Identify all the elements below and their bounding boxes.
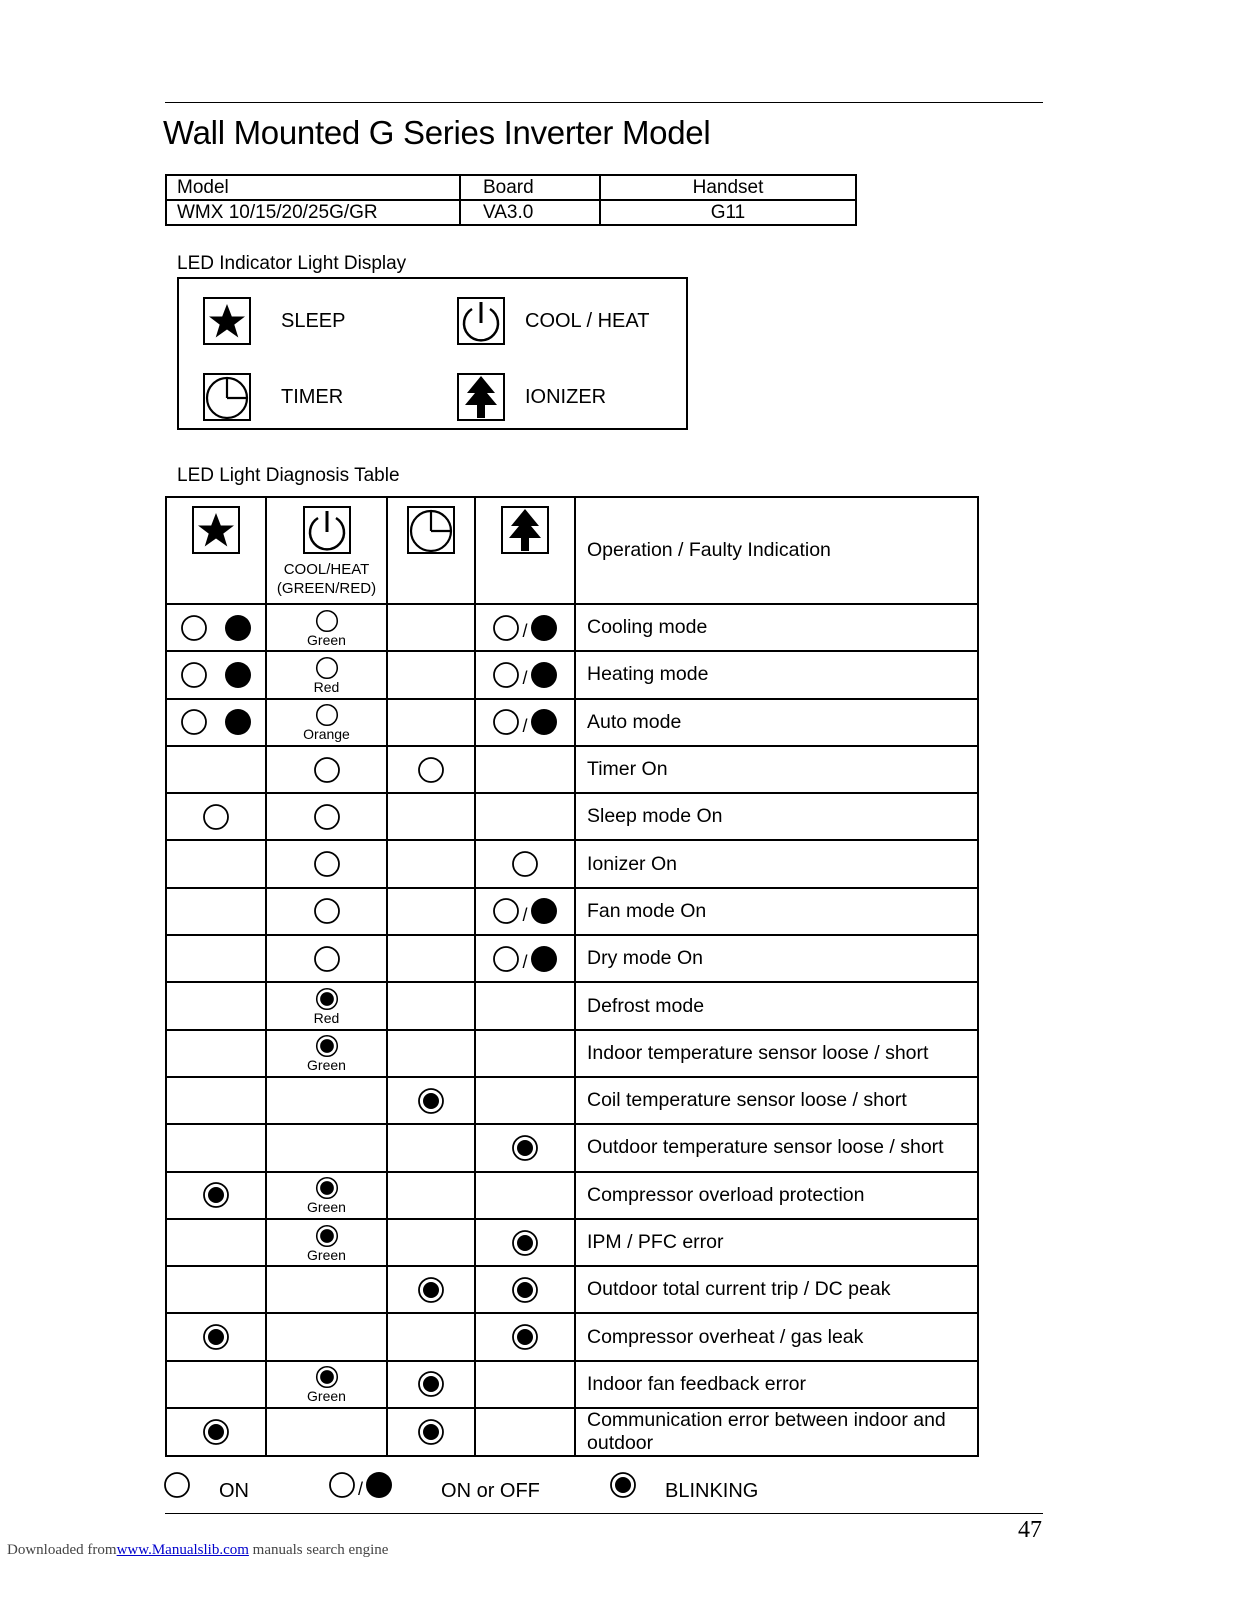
led-blinking-icon	[417, 1087, 445, 1115]
indicator-group	[267, 945, 386, 973]
header-coolheat-cell	[266, 497, 387, 604]
cell-timer	[387, 651, 475, 698]
indicator-group	[267, 850, 386, 878]
led-off-icon	[530, 945, 558, 973]
led-label-coolheat: COOL / HEAT	[525, 309, 650, 332]
tree-icon	[457, 373, 505, 421]
cell-sleep	[166, 1124, 266, 1171]
legend-slash: /	[358, 1479, 364, 1499]
indicator-group	[167, 614, 265, 642]
cell-desc: Ionizer On	[575, 840, 978, 887]
table-row	[166, 1313, 978, 1360]
cell-cool	[266, 1266, 387, 1313]
cell-desc: Sleep mode On	[575, 793, 978, 840]
cell-sleep	[166, 935, 266, 982]
legend-blinking	[609, 1466, 758, 1503]
led-on-icon	[202, 803, 230, 831]
cell-sleep	[166, 840, 266, 887]
indicator-group	[476, 1276, 574, 1304]
footer-prefix: Downloaded from	[7, 1542, 117, 1558]
cell-timer	[387, 935, 475, 982]
cell-timer	[387, 1313, 475, 1360]
led-color-label: Green	[307, 1388, 346, 1405]
cell-sleep	[166, 1219, 266, 1266]
led-sleep	[203, 297, 345, 345]
indicator-group	[388, 1370, 474, 1398]
led-color-label: Green	[307, 1057, 346, 1074]
table-row	[166, 746, 978, 793]
legend-on-or-off-label: ON or OFF	[441, 1480, 540, 1502]
cell-ion	[475, 1408, 575, 1456]
table-row	[166, 1172, 978, 1219]
led-blinking-icon	[511, 1229, 539, 1257]
model-value: WMX 10/15/20/25G/GR	[166, 200, 460, 225]
table-row	[166, 651, 978, 698]
cell-cool	[266, 982, 387, 1029]
led-blinking-icon	[417, 1276, 445, 1304]
led-on-icon	[417, 756, 445, 784]
cell-desc: Coil temperature sensor loose / short	[575, 1077, 978, 1124]
cell-desc: Heating mode	[575, 651, 978, 698]
indicator-group	[388, 1276, 474, 1304]
cell-ion	[475, 1030, 575, 1077]
cell-ion	[475, 1266, 575, 1313]
cell-ion	[475, 793, 575, 840]
cell-desc: Defrost mode	[575, 982, 978, 1029]
indicator-group	[167, 661, 265, 689]
cell-sleep	[166, 1266, 266, 1313]
led-off-icon	[224, 708, 252, 736]
led-on-icon	[313, 803, 341, 831]
cell-cool	[266, 1219, 387, 1266]
indicator-group	[476, 613, 574, 642]
led-blinking-icon	[202, 1181, 230, 1209]
legend-on	[163, 1466, 249, 1503]
indicator-group	[388, 1087, 474, 1115]
cell-desc: IPM / PFC error	[575, 1219, 978, 1266]
indicator-group	[167, 708, 265, 736]
led-blinking-icon	[417, 1370, 445, 1398]
indicator-group	[267, 656, 386, 680]
led-timer	[203, 373, 343, 421]
clock-icon	[203, 373, 251, 421]
cell-timer	[387, 982, 475, 1029]
indicator-group	[267, 609, 386, 633]
cell-ion	[475, 1124, 575, 1171]
indicator-group	[267, 987, 386, 1011]
led-on-icon	[180, 708, 208, 736]
header-coolheat-label: COOL/HEAT	[283, 561, 370, 578]
cell-cool	[266, 888, 387, 935]
led-on-icon	[313, 756, 341, 784]
led-on-icon	[315, 609, 339, 633]
cell-timer	[387, 840, 475, 887]
table-row	[166, 1361, 978, 1408]
cell-ion	[475, 1313, 575, 1360]
indicator-group	[267, 756, 386, 784]
cell-cool	[266, 1408, 387, 1456]
cell-cool	[266, 651, 387, 698]
board-value: VA3.0	[460, 200, 600, 225]
cell-ion	[475, 888, 575, 935]
slash-text: /	[522, 668, 528, 689]
cell-cool	[266, 699, 387, 746]
led-color-label: Red	[313, 678, 340, 695]
cell-sleep	[166, 604, 266, 651]
slash-text: /	[522, 715, 528, 736]
cell-ion	[475, 935, 575, 982]
indicator-group	[267, 703, 386, 727]
cell-desc: Fan mode On	[575, 888, 978, 935]
table-row	[166, 1030, 978, 1077]
cell-sleep	[166, 793, 266, 840]
indicator-group	[267, 1224, 386, 1248]
legend-blinking-label: BLINKING	[665, 1480, 759, 1502]
indicator-group	[267, 1365, 386, 1389]
model-header: Model	[166, 175, 460, 200]
header-ionizer-cell	[475, 497, 575, 604]
led-off-icon	[365, 1471, 393, 1499]
table-row	[166, 1266, 978, 1313]
cell-desc: Indoor temperature sensor loose / short	[575, 1030, 978, 1077]
header-sleep-cell	[166, 497, 266, 604]
cell-ion	[475, 651, 575, 698]
cell-timer	[387, 1361, 475, 1408]
led-color-label: Red	[313, 1010, 340, 1027]
indicator-group	[476, 944, 574, 973]
indicator-group	[476, 1229, 574, 1257]
led-blinking-icon	[315, 1365, 339, 1389]
table-row	[166, 840, 978, 887]
cell-sleep	[166, 1030, 266, 1077]
led-ionizer	[457, 373, 606, 421]
slash-text: /	[522, 952, 528, 973]
model-table	[165, 174, 857, 226]
cell-cool	[266, 1172, 387, 1219]
cell-cool	[266, 840, 387, 887]
led-on-icon	[492, 708, 520, 736]
cell-ion	[475, 1361, 575, 1408]
indicator-group	[476, 1134, 574, 1162]
led-off-icon	[530, 661, 558, 689]
star-icon	[203, 297, 251, 345]
led-blinking-icon	[511, 1323, 539, 1351]
led-blinking-icon	[202, 1323, 230, 1351]
led-on-icon	[492, 897, 520, 925]
led-off-icon	[530, 897, 558, 925]
indicator-group	[167, 1418, 265, 1446]
cell-sleep	[166, 982, 266, 1029]
indicator-group	[267, 1176, 386, 1200]
table-row	[166, 888, 978, 935]
led-off-icon	[224, 661, 252, 689]
led-on-icon	[328, 1471, 356, 1499]
cell-desc: Communication error between indoor and outdoor	[575, 1408, 978, 1456]
cell-timer	[387, 793, 475, 840]
led-blinking-icon	[511, 1134, 539, 1162]
led-coolheat	[457, 297, 649, 345]
led-on-icon	[492, 945, 520, 973]
cell-cool	[266, 1313, 387, 1360]
cell-ion	[475, 1077, 575, 1124]
led-on-icon	[313, 945, 341, 973]
cell-ion	[475, 746, 575, 793]
cell-desc: Outdoor temperature sensor loose / short	[575, 1124, 978, 1171]
led-on-icon	[180, 614, 208, 642]
led-color-label: Green	[307, 1246, 346, 1263]
slash-text: /	[522, 621, 528, 642]
cell-cool	[266, 1361, 387, 1408]
led-color-label: Orange	[303, 726, 350, 743]
cell-sleep	[166, 1361, 266, 1408]
indicator-group	[167, 803, 265, 831]
cell-timer	[387, 1266, 475, 1313]
cell-cool	[266, 1030, 387, 1077]
led-on-icon	[315, 703, 339, 727]
cell-ion	[475, 840, 575, 887]
top-rule	[165, 102, 1043, 103]
cell-desc: Compressor overheat / gas leak	[575, 1313, 978, 1360]
indicator-group	[476, 850, 574, 878]
table-row	[166, 1219, 978, 1266]
cell-timer	[387, 1124, 475, 1171]
star-icon	[192, 506, 240, 554]
cell-ion	[475, 604, 575, 651]
legend	[0, 1466, 1237, 1506]
led-blinking-icon	[609, 1471, 637, 1499]
power-icon	[303, 506, 351, 554]
indicator-group	[267, 803, 386, 831]
led-blinking-icon	[315, 987, 339, 1011]
cell-timer	[387, 604, 475, 651]
tree-icon	[501, 506, 549, 554]
led-on-icon	[511, 850, 539, 878]
diagnosis-table	[165, 496, 979, 1457]
cell-ion	[475, 1172, 575, 1219]
table-row	[166, 1124, 978, 1171]
handset-header: Handset	[600, 175, 856, 200]
table-row	[166, 982, 978, 1029]
led-on-icon	[313, 850, 341, 878]
indicator-group	[476, 1323, 574, 1351]
bottom-rule	[165, 1513, 1043, 1514]
table-row	[166, 1077, 978, 1124]
slash-text: /	[522, 904, 528, 925]
cell-desc: Compressor overload protection	[575, 1172, 978, 1219]
clock-icon	[407, 506, 455, 554]
cell-desc: Indoor fan feedback error	[575, 1361, 978, 1408]
led-on-icon	[492, 614, 520, 642]
footer-link[interactable]: www.Manualslib.com	[116, 1542, 249, 1558]
cell-timer	[387, 1219, 475, 1266]
header-desc: Operation / Faulty Indication	[575, 497, 978, 604]
handset-value: G11	[600, 200, 856, 225]
cell-sleep	[166, 1408, 266, 1456]
cell-timer	[387, 888, 475, 935]
cell-timer	[387, 746, 475, 793]
cell-sleep	[166, 1172, 266, 1219]
led-color-label: Green	[307, 1199, 346, 1216]
led-color-label: Green	[307, 631, 346, 648]
diagnosis-label: LED Light Diagnosis Table	[177, 465, 400, 486]
board-header: Board	[460, 175, 600, 200]
cell-cool	[266, 604, 387, 651]
table-row	[166, 1408, 978, 1456]
cell-desc: Auto mode	[575, 699, 978, 746]
header-coolheat-colors: (GREEN/RED)	[276, 580, 377, 597]
indicator-group	[167, 1181, 265, 1209]
cell-sleep	[166, 1077, 266, 1124]
led-off-icon	[530, 708, 558, 736]
cell-timer	[387, 1030, 475, 1077]
indicator-group	[388, 1418, 474, 1446]
cell-cool	[266, 1124, 387, 1171]
cell-sleep	[166, 651, 266, 698]
cell-cool	[266, 1077, 387, 1124]
indicator-group	[476, 897, 574, 926]
legend-on-or-off	[328, 1466, 540, 1503]
led-blinking-icon	[315, 1034, 339, 1058]
footer	[7, 1542, 388, 1559]
cell-sleep	[166, 1313, 266, 1360]
cell-desc: Outdoor total current trip / DC peak	[575, 1266, 978, 1313]
led-blinking-icon	[315, 1176, 339, 1200]
indicator-group	[476, 708, 574, 737]
led-label-sleep: SLEEP	[281, 309, 346, 332]
cell-ion	[475, 982, 575, 1029]
indicator-group	[476, 660, 574, 689]
led-label-timer: TIMER	[281, 385, 344, 408]
led-off-icon	[224, 614, 252, 642]
table-row	[166, 793, 978, 840]
indicator-group	[388, 756, 474, 784]
indicator-group	[267, 1034, 386, 1058]
led-blinking-icon	[315, 1224, 339, 1248]
cell-ion	[475, 699, 575, 746]
header-timer-cell	[387, 497, 475, 604]
led-display-box	[177, 277, 688, 430]
cell-sleep	[166, 746, 266, 793]
table-row	[166, 699, 978, 746]
table-row	[166, 604, 978, 651]
led-label-ionizer: IONIZER	[525, 385, 607, 408]
led-on-icon	[492, 661, 520, 689]
led-blinking-icon	[511, 1276, 539, 1304]
cell-sleep	[166, 699, 266, 746]
page-title: Wall Mounted G Series Inverter Model	[163, 114, 711, 151]
led-on-icon	[315, 656, 339, 680]
footer-suffix: manuals search engine	[248, 1542, 389, 1558]
power-icon	[457, 297, 505, 345]
diagnosis-header-row	[166, 497, 978, 604]
indicator-group	[267, 897, 386, 925]
cell-desc: Timer On	[575, 746, 978, 793]
led-off-icon	[530, 614, 558, 642]
led-on-icon	[180, 661, 208, 689]
cell-timer	[387, 1172, 475, 1219]
cell-cool	[266, 746, 387, 793]
led-blinking-icon	[417, 1418, 445, 1446]
legend-on-label: ON	[219, 1480, 249, 1502]
cell-cool	[266, 935, 387, 982]
cell-timer	[387, 1408, 475, 1456]
led-blinking-icon	[202, 1418, 230, 1446]
indicator-group	[167, 1323, 265, 1351]
cell-sleep	[166, 888, 266, 935]
led-on-icon	[163, 1471, 191, 1499]
led-display-label: LED Indicator Light Display	[177, 253, 407, 274]
cell-desc: Dry mode On	[575, 935, 978, 982]
page-number: 47	[1018, 1517, 1042, 1543]
cell-cool	[266, 793, 387, 840]
cell-desc: Cooling mode	[575, 604, 978, 651]
cell-timer	[387, 699, 475, 746]
table-row	[166, 935, 978, 982]
led-on-icon	[313, 897, 341, 925]
cell-timer	[387, 1077, 475, 1124]
cell-ion	[475, 1219, 575, 1266]
